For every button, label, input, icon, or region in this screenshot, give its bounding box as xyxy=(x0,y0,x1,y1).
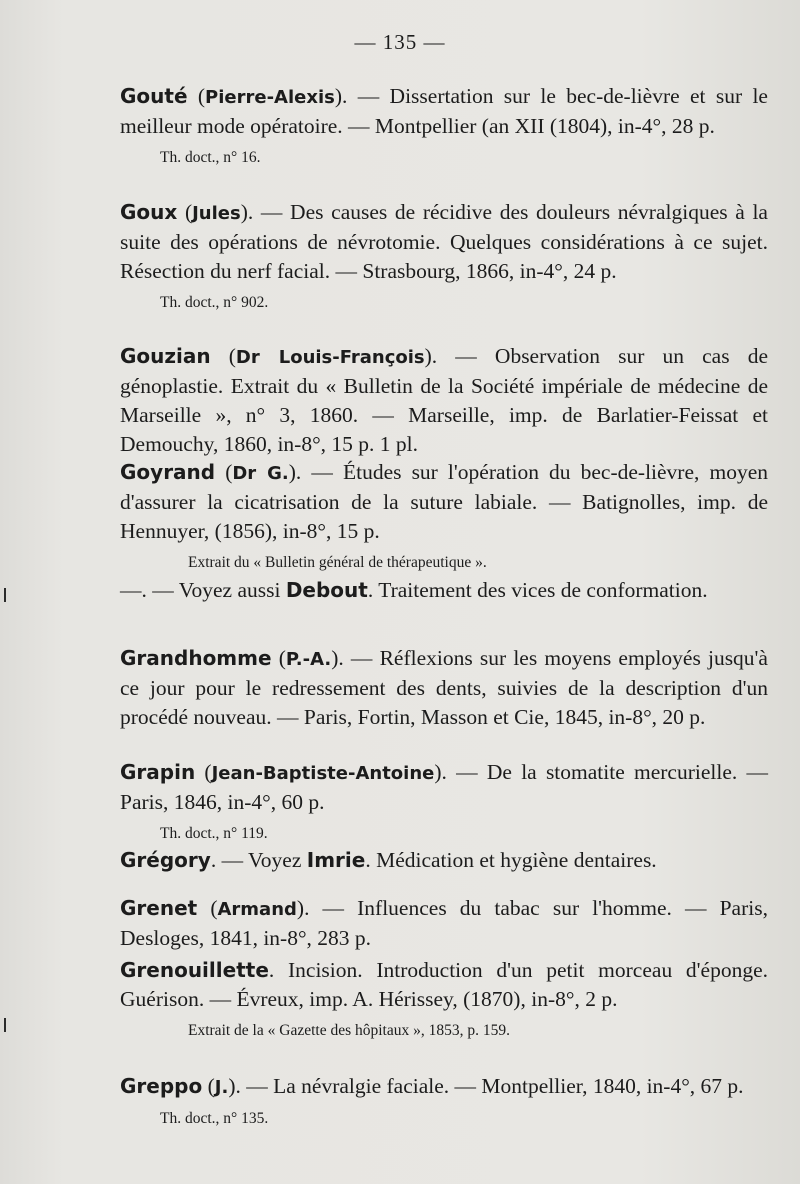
entry-cross-reference: Debout xyxy=(285,578,368,602)
entry-author-forename: Dr G. xyxy=(232,463,289,484)
entry-author: Gouté xyxy=(120,84,188,108)
entry-punct: ). xyxy=(424,344,456,368)
entry-author-forename: Dr Louis-François xyxy=(235,347,425,368)
entry-punct: ( xyxy=(271,646,286,670)
bibliography-entry xyxy=(120,198,768,314)
entry-author: Grapin xyxy=(120,760,196,784)
entry-note: Th. doct., n° 16. xyxy=(160,149,261,166)
entry-author: Greppo xyxy=(120,1074,203,1098)
entry-author-forename: Jules xyxy=(192,203,241,224)
entry-punct: . xyxy=(365,848,377,872)
entry-note: Th. doct., n° 902. xyxy=(160,294,269,311)
bibliography-entry xyxy=(120,644,768,732)
entry-author-forename: Pierre-Alexis xyxy=(205,87,335,108)
entry-cross-reference: Imrie xyxy=(306,848,366,872)
entry-punct: ). xyxy=(334,84,358,108)
margin-mark xyxy=(4,588,6,602)
entry-punct: ( xyxy=(177,200,193,224)
entry-author: Grégory xyxy=(120,848,211,872)
bibliography-entry xyxy=(120,1072,768,1130)
entry-author: Grandhomme xyxy=(120,646,272,670)
entry-author: Grenet xyxy=(120,896,198,920)
entry-description: — Études sur l'opération du bec-de-lièvre, moyen d'assurer la cicatrisation de la suture labiale. — Batignolles, imp. de Hennuyer, (1856), in-8°, 15 p. xyxy=(120,460,768,543)
entry-punct: ). xyxy=(331,646,351,670)
bibliography-entry xyxy=(120,758,768,845)
bibliography-entry xyxy=(120,894,768,953)
entry-description: — Observation sur un cas de génoplastie. Extrait du « Bulletin de la Société impériale de médecine de Marseille », n° 3, 1860. — Marseille, imp. de Barlatier-Feissat et Demouchy, 1860, in-8°, 15 p. 1 pl. xyxy=(120,344,768,456)
entry-author-forename: Jean-Baptiste-Antoine xyxy=(211,763,435,784)
entry-author-forename: Armand xyxy=(217,899,297,920)
entry-author-forename: J. xyxy=(214,1077,229,1098)
margin-mark xyxy=(4,1018,6,1032)
entry-note: Extrait de la « Gazette des hôpitaux », 1853, p. 159. xyxy=(188,1022,510,1039)
entry-punct: ). xyxy=(288,460,312,484)
entry-description: Médication et hygiène dentaires. xyxy=(376,848,657,872)
entry-author: Goux xyxy=(120,200,178,224)
entry-description: — Des causes de récidive des douleurs névralgiques à la suite des opérations de névrotomie. Quelques considérations à ce sujet. Résection du nerf facial. — Strasbourg, 1866, in-4°, 24 p. xyxy=(120,200,768,283)
entry-description: — Réflexions sur les moyens employés jusqu'à ce jour pour le redressement des dents, suivies de la description d'un procédé nouveau. — Paris, Fortin, Masson et Cie, 1845, in-8°, 20 p. xyxy=(120,646,768,729)
entry-author-forename: P.-A. xyxy=(285,649,332,670)
entry-description: — Influences du tabac sur l'homme. — Paris, Desloges, 1841, in-8°, 283 p. xyxy=(120,896,768,950)
bibliography-entry xyxy=(120,458,768,574)
entry-description: — De la stomatite mercurielle. — Paris, 1846, in-4°, 60 p. xyxy=(120,760,768,814)
entry-punct: ). xyxy=(228,1074,247,1098)
entry-description: — La névralgie faciale. — Montpellier, 1840, in-4°, 67 p. xyxy=(246,1074,744,1098)
entry-author: Goyrand xyxy=(120,460,216,484)
entry-punct: ( xyxy=(195,760,212,784)
page-number: — 135 — xyxy=(354,30,446,54)
entry-author: Gouzian xyxy=(120,344,211,368)
entry-note: Th. doct., n° 135. xyxy=(160,1110,269,1127)
entry-note: Th. doct., n° 119. xyxy=(160,825,268,842)
entry-prefix: —. — Voyez aussi xyxy=(120,578,286,602)
bibliography-entry xyxy=(120,342,768,459)
entry-punct: ). xyxy=(434,760,457,784)
entry-punct: ( xyxy=(202,1074,215,1098)
entry-punct: ). xyxy=(296,896,323,920)
entry-description: . Traitement des vices de conformation. xyxy=(367,578,708,602)
entry-author: Grenouillette xyxy=(120,958,269,982)
bibliography-entry xyxy=(120,82,768,169)
entry-description: Incision. Introduction d'un petit morceau d'éponge. Guérison. — Évreux, imp. A. Hérissey, (1870), in-8°, 2 p. xyxy=(120,958,769,1011)
entry-punct: ( xyxy=(210,344,236,368)
entry-description: — Dissertation sur le bec-de-lièvre et sur le meilleur mode opératoire. — Montpellier (an XII (1804), in-4°, 28 p. xyxy=(120,84,768,138)
bibliography-entry xyxy=(120,576,768,605)
bibliography-entry xyxy=(120,956,768,1042)
entry-punct: ( xyxy=(197,896,218,920)
entry-punct: . — Voyez xyxy=(210,848,307,872)
bibliography-entry xyxy=(120,846,768,875)
entry-punct: ). xyxy=(240,200,261,224)
entry-note: Extrait du « Bulletin général de thérapeutique ». xyxy=(188,554,487,571)
entry-punct: ( xyxy=(187,84,206,108)
entry-punct: . xyxy=(268,958,288,982)
entry-punct: ( xyxy=(215,460,233,484)
